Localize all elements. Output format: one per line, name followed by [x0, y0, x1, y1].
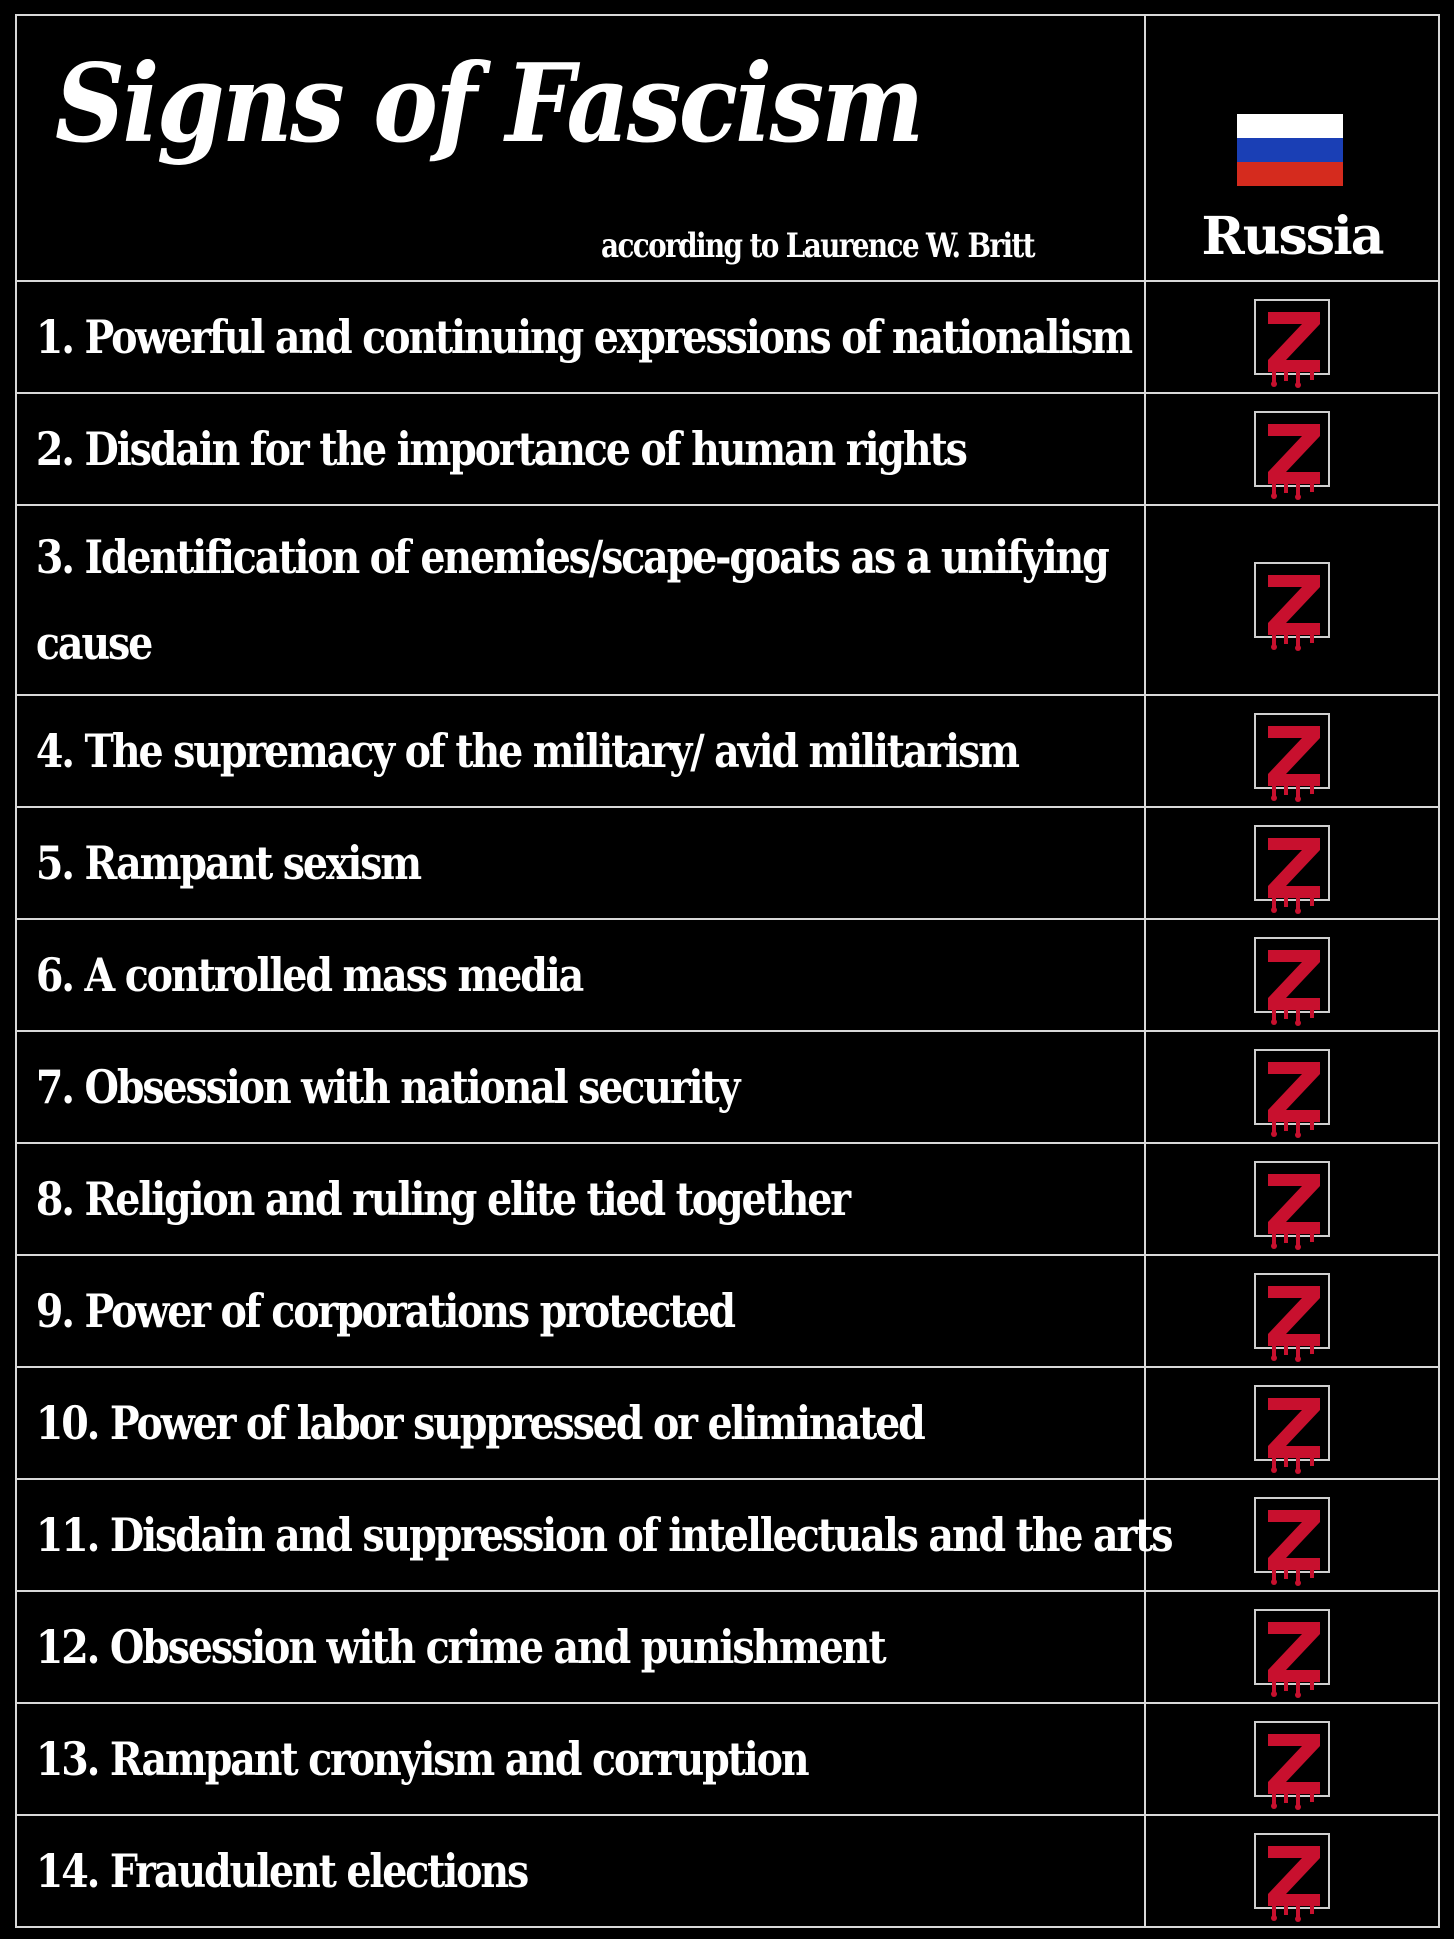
z-mark-icon — [1254, 1161, 1330, 1237]
sign-text: 14. Fraudulent elections — [35, 1844, 528, 1898]
mark-cell — [1145, 1143, 1439, 1255]
sign-text: 12. Obsession with crime and punishment — [35, 1620, 885, 1674]
z-mark-icon — [1254, 1609, 1330, 1685]
header-country-cell — [1145, 15, 1439, 281]
russia-flag-icon — [1237, 114, 1343, 186]
sign-text: 7. Obsession with national security — [35, 1060, 739, 1114]
table-row — [16, 919, 1439, 1031]
mark-cell — [1145, 281, 1439, 393]
z-mark-icon — [1254, 825, 1330, 901]
mark-cell — [1145, 1815, 1439, 1927]
mark-cell — [1145, 807, 1439, 919]
sign-text: 3. Identification of enemies/scape-goats as a unifying cause — [35, 530, 1108, 670]
table-row — [16, 695, 1439, 807]
page-subtitle: according to Laurence W. Britt — [601, 226, 1034, 266]
mark-cell — [1145, 505, 1439, 695]
mark-cell — [1145, 1367, 1439, 1479]
z-mark-icon — [1254, 1273, 1330, 1349]
sign-cell — [16, 807, 1145, 919]
sign-cell — [16, 1255, 1145, 1367]
table-row — [16, 1255, 1439, 1367]
mark-cell — [1145, 1591, 1439, 1703]
z-mark-icon — [1254, 1833, 1330, 1909]
sign-cell — [16, 1143, 1145, 1255]
sign-text: 9. Power of corporations protected — [35, 1284, 734, 1338]
table-row — [16, 1143, 1439, 1255]
table-row — [16, 807, 1439, 919]
z-mark-icon — [1254, 1385, 1330, 1461]
z-mark-icon — [1254, 562, 1330, 638]
sign-cell — [16, 1815, 1145, 1927]
table-row — [16, 281, 1439, 393]
sign-text: 11. Disdain and suppression of intellectuals and the arts — [35, 1508, 1172, 1562]
sign-cell — [16, 393, 1145, 505]
z-mark-icon — [1254, 1049, 1330, 1125]
sign-cell — [16, 505, 1145, 695]
table-row — [16, 1479, 1439, 1591]
sign-text: 6. A controlled mass media — [35, 948, 583, 1002]
z-mark-icon — [1254, 411, 1330, 487]
sign-text: 13. Rampant cronyism and corruption — [35, 1732, 808, 1786]
sign-text: 8. Religion and ruling elite tied together — [35, 1172, 849, 1226]
table-row — [16, 393, 1439, 505]
sign-cell — [16, 1031, 1145, 1143]
table-row — [16, 1815, 1439, 1927]
sign-text: 4. The supremacy of the military/ avid militarism — [35, 724, 1018, 778]
mark-cell — [1145, 393, 1439, 505]
table-row — [16, 1031, 1439, 1143]
sign-cell — [16, 281, 1145, 393]
sign-text: 5. Rampant sexism — [35, 836, 421, 890]
sign-cell — [16, 1591, 1145, 1703]
z-mark-icon — [1254, 1721, 1330, 1797]
mark-cell — [1145, 1703, 1439, 1815]
fascism-checklist-table — [15, 14, 1440, 1928]
table-row — [16, 1703, 1439, 1815]
z-mark-icon — [1254, 299, 1330, 375]
z-mark-icon — [1254, 937, 1330, 1013]
sign-text: 10. Power of labor suppressed or eliminated — [35, 1396, 924, 1450]
z-mark-icon — [1254, 713, 1330, 789]
sign-cell — [16, 1479, 1172, 1591]
mark-cell — [1145, 919, 1439, 1031]
mark-cell — [1145, 695, 1439, 807]
table-row — [16, 1367, 1439, 1479]
z-mark-icon — [1254, 1497, 1330, 1573]
sign-cell — [16, 695, 1145, 807]
sign-cell — [16, 1703, 1145, 1815]
mark-cell — [1145, 1255, 1439, 1367]
header-title-cell — [16, 15, 1145, 281]
sign-cell — [16, 919, 1145, 1031]
sign-text: 1. Powerful and continuing expressions of nationalism — [35, 310, 1131, 364]
sign-text: 2. Disdain for the importance of human rights — [35, 422, 966, 476]
country-label: Russia — [1201, 206, 1383, 267]
mark-cell — [1145, 1031, 1439, 1143]
page-title: Signs of Fascism — [55, 41, 922, 167]
sign-cell — [16, 1367, 1145, 1479]
table-row — [16, 1591, 1439, 1703]
table-row — [16, 505, 1439, 695]
mark-cell — [1145, 1479, 1439, 1591]
header-row — [16, 15, 1439, 281]
